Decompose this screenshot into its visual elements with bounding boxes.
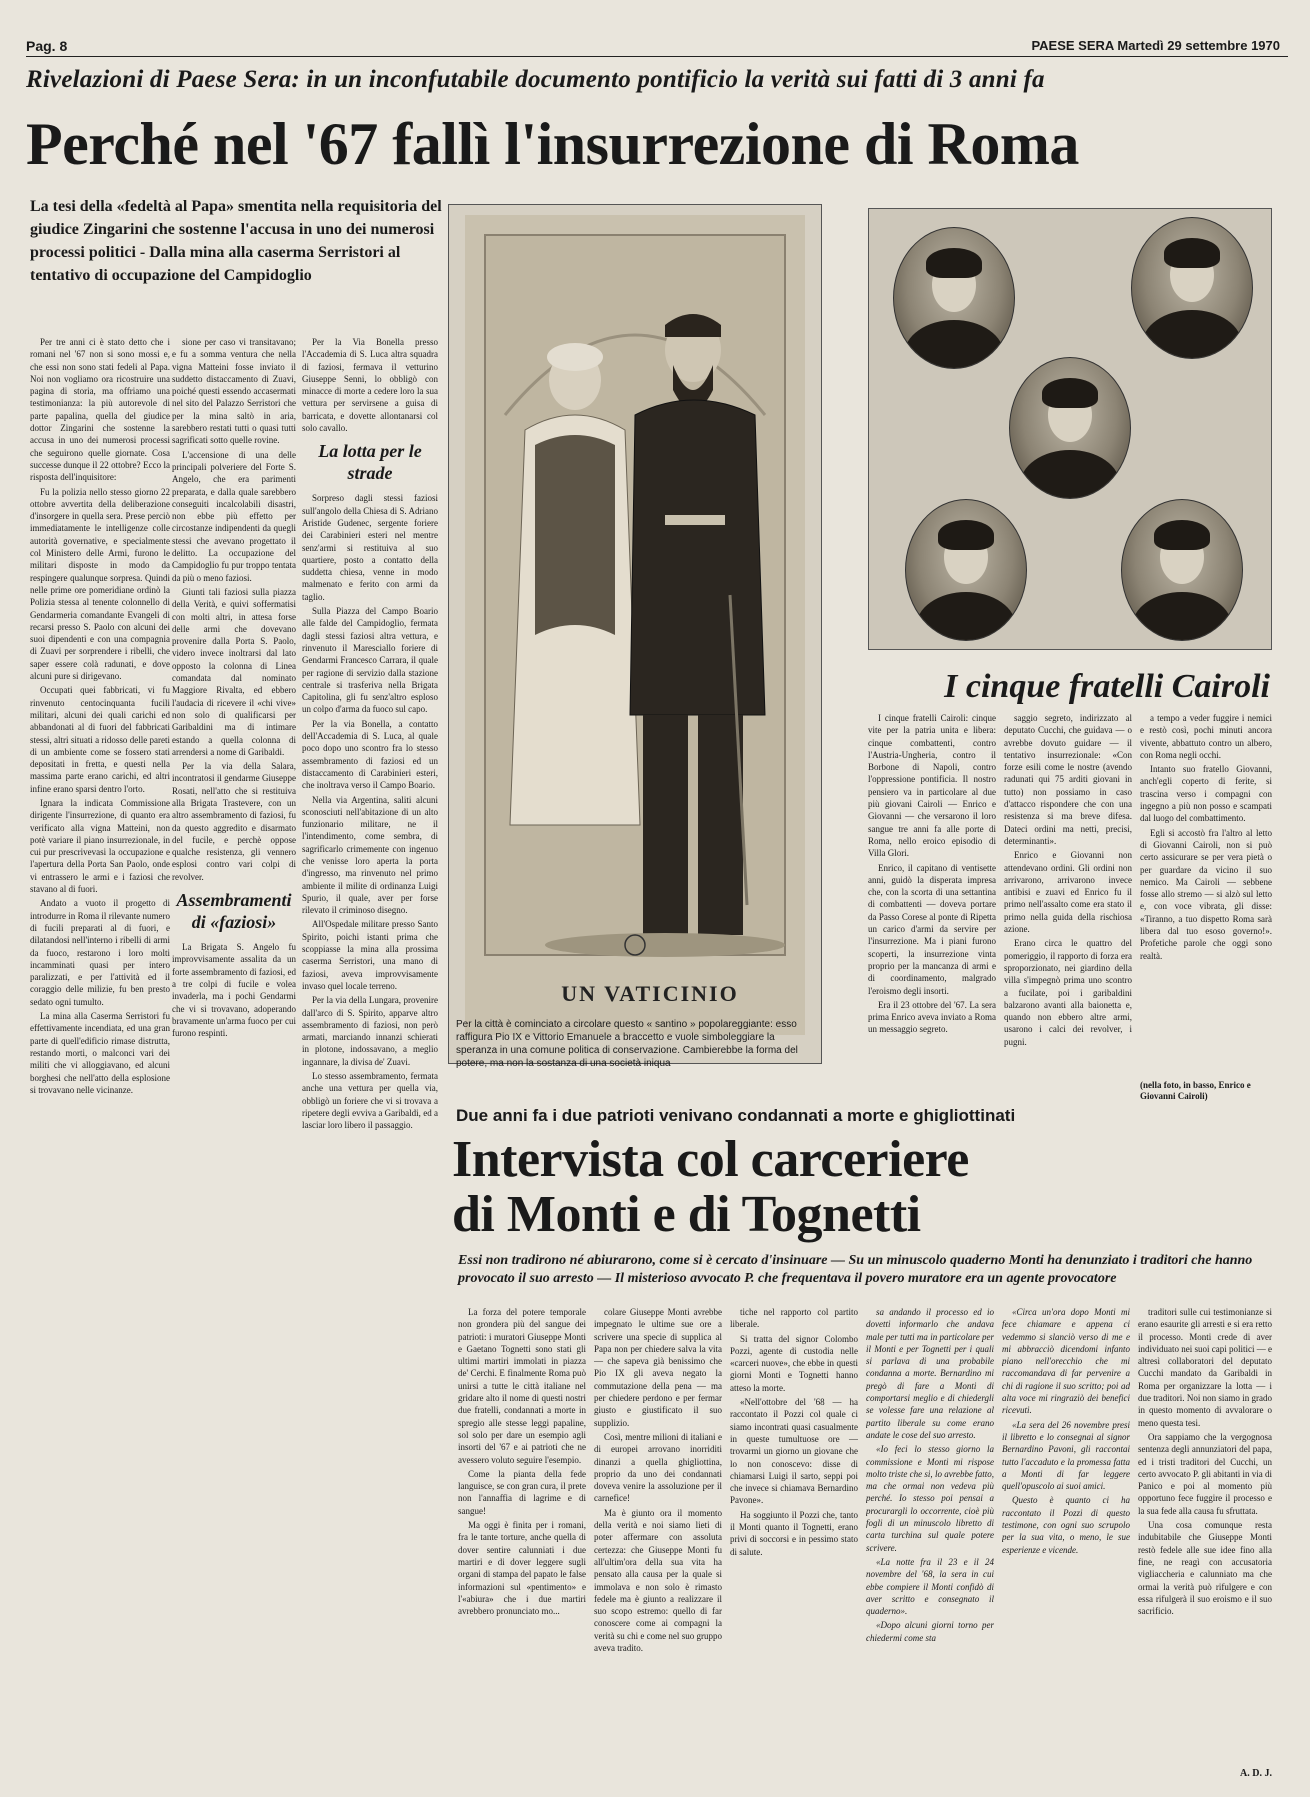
article1-col2 (172, 336, 296, 1786)
paragraph: Nella via Argentina, saliti alcuni sconosciuti nell'abitazione di un alto funzionario militare, ne il l'intendimento, come sembra, di sagrificarlo crimemente con ingenuo che venisse loro aperta la porta d'ingresso, ma rinvenuto nel primo ambiente il milite di ordinanza Luigi Spurio, il quale, aver per forse rilevato il criminoso disegno. (302, 794, 438, 916)
paragraph: «Nell'ottobre del '68 — ha raccontato il Pozzi col quale ci siamo incontrati quasi casualmente in queste tumultuose ore — trovarmi un giorno un giovane che lo non conoscevo: disse di chiamarsi Luigi il sarto, seppi poi che invece si chiamava Bernardino Pavone». (730, 1397, 858, 1506)
cairoli-portraits-photo (868, 208, 1272, 650)
newspaper-date: PAESE SERA Martedì 29 settembre 1970 (1031, 38, 1280, 53)
paragraph: «La notte fra il 23 e il 24 novembre del '68, la sera in cui ebbe compiere il Monti confidò di aver scritto e consegnato il quaderno». (866, 1556, 994, 1617)
article2-deck: Essi non tradirono né abiurarono, come si è cercato d'insinuare — Su un minuscolo quaderno Monti ha denunziato i traditori che hanno provocato il suo arresto — Il misterioso avvocato P. che frequentava il povero muratore era un agente provocatore (458, 1253, 1253, 1286)
article2-kicker: Due anni fa i due patrioti venivano condannati a morte e ghigliottinati (456, 1106, 1016, 1125)
article2-col4 (866, 1306, 994, 1786)
paragraph: La forza del potere temporale non grondera più del sangue dei patrioti: i muratori Giuseppe Monti e Gaetano Tognetti sono stati gli ultimi martiri immolati in piazza de' Cerchi. E finalmente Roma può unirsi a tutte le città italiane nel gridare alto il nome di questi nostri due fratelli, condannati a morte in spregio alle stesse leggi papaline, sol solo per dare un esempio agli insorti del '67 e ai patrioti che ne avessero voluto seguire l'esempio. (458, 1307, 586, 1465)
paragraph: Per la Via Bonella presso l'Accademia di S. Luca altra squadra di faziosi, fermava il vetturino Giuseppe Senni, lo obbligò con minacce di morte a cedere loro la sua vettura per servirsene a guisa di barricata, e dovette allontanarsi col solo cavallo. (302, 337, 438, 434)
paragraph: Ma oggi è finita per i romani, fra le tante torture, anche quella di dover sentire calunniati i due martiri e di dover leggere sugli organi di stampa del papato le false informazioni sul «pentimento» e l'«abiura» che i due martiri avrebbero pronunciato mo... (458, 1520, 586, 1617)
paragraph: Sulla Piazza del Campo Boario alle falde del Campidoglio, fermata dagli stessi faziosi altra vettura, e rinvenuto il Maresciallo foriere di Gendarmi Francesco Carrara, il quale per ragione di servizio dalla stazione centrale si trasferiva nella Brigata Capitolina, gli fu senz'altro esploso un colpo d'arma da fuoco sul capo. (302, 606, 438, 715)
paragraph: tiche nel rapporto col partito liberale. (730, 1307, 858, 1330)
cairoli-col1 (868, 712, 996, 1092)
article2-col2 (594, 1306, 722, 1786)
paragraph: colare Giuseppe Monti avrebbe impegnato le ultime sue ore a scrivere una specie di supplica al Papa non per chiedere salva la vita — che sapeva già benissimo che Pio IX gli aveva negato la commutazione della pena — ma per chiedere perdono e per fermar giusto e giustificato il suo supplizio. (594, 1307, 722, 1428)
portrait-oval (1009, 357, 1131, 499)
paragraph: Intanto suo fratello Giovanni, anch'egli coperto di ferite, si trascina verso i compagni con ingegno a più non posso e scampati dal luogo del combattimento. (1140, 764, 1272, 824)
article2-col6 (1138, 1306, 1272, 1766)
paragraph: Era il 23 ottobre del '67. La sera prima Enrico aveva inviato a Roma un messaggio segreto. (868, 999, 996, 1035)
article2-col1 (458, 1306, 586, 1786)
cairoli-title: I cinque fratelli Cairoli (944, 668, 1270, 705)
paragraph: Fu la polizia nello stesso giorno 22 ottobre avvertita della deliberazione d'insorgere in quella sera. Prese perciò immediatamente le intelligenze colle autorità governative, e specialmente col Ministero delle Armi, furono le militari disposte in modo da respingere qualunque sorpresa. Quindi nelle prime ore pomeridiane ordinò la Polizia stessa al tenente colonnello di Gendarmeria comandante Evangeli di recarsi presso S. Paolo con alcuni dei suoi dipendenti e con una compagnia di Zuavi per sorprendere i ribelli, che saper essere colà radunati, e dove alcuni pure si dirigevano. (30, 486, 170, 682)
subheading-assembramenti: Assembramenti di «faziosi» (176, 890, 292, 933)
pope-and-king-illustration (465, 215, 805, 1035)
paragraph: «La sera del 26 novembre presi il libretto e lo consegnai al signor Bernardino Pavoni, gli raccontai tutto l'accaduto e la promessa fatta a Monti di far leggere quell'opuscolo ai suoi amici. (1002, 1419, 1130, 1492)
article1-col1 (30, 336, 170, 1786)
paragraph: «Dopo alcuni giorni torno per chiedermi come sta (866, 1620, 994, 1643)
headline: Perché nel '67 fallì l'insurrezione di Roma (26, 111, 1079, 177)
paragraph: Per la via della Lungara, provenire dall'arco di S. Spirito, apparve altro assembramento di faziosi, non però armati, marciando innanzi schierati in plotone, indossavano, a meglio ingannare, la divisa de' Zuavi. (302, 995, 438, 1067)
engraving-caption: Per la città è cominciato a circolare questo « santino » popolareggiante: esso raffigura Pio IX e Vittorio Emanuele a braccetto e vuole simboleggiare la speranza in una comune politica di conservazione. Cambierebbe la forma del potere, ma non la sostanza di una società iniqua (456, 1019, 798, 1069)
cairoli-photo-note: (nella foto, in basso, Enrico e Giovanni Cairoli) (1140, 1080, 1251, 1101)
paragraph: Così, mentre milioni di italiani e di europei arrovano inorriditi dinanzi a quella ghigliottina, proprio da uno dei condannati doveva venire la assoluzione per il carnefice! (594, 1431, 722, 1504)
paragraph: La mina alla Caserma Serristori fu effettivamente incendiata, ed una gran parte di quell'edificio rimase distrutta, restando morti, o malconci vari dei militi che vi alloggiavano, ed alcuni borghesi che nell'atto della esplosione si trovavano nelle vicinanze. (30, 1011, 170, 1095)
paragraph: Ha soggiunto il Pozzi che, tanto il Monti quanto il Tognetti, erano privi di soccorsi e in pessimo stato di salute. (730, 1509, 858, 1557)
article2-col3 (730, 1306, 858, 1786)
paragraph: saggio segreto, indirizzato al deputato Cucchi, che guidava — o avrebbe dovuto guidare — il tentativo insurrezionale: «Con forze esili come le nostre (avendo radunati qui 75 arditi giovani in tutto) non possiamo in caso d'attacco rispondere che con una resistenza si ma breve difesa. Dateci ordini ma netti, precisi, determinanti». (1004, 713, 1132, 846)
article2-headline (452, 1132, 1272, 1242)
paragraph: I cinque fratelli Cairoli: cinque vite per la patria unita e libera: cinque combattenti, contro l'Austria-Ungheria, contro il Borbone di Napoli, contro l'oppressione pontificia. Il nostro pensiero va in particolare al due più giovani Cairoli — Enrico e Giovanni — che versarono il loro sangue tre anni fa alle porte di Roma, nello eroico episodio di Villa Glori. (868, 713, 996, 859)
paragraph: Come la pianta della fede languisce, se con gran cura, il prete non l'annaffia di lagrime e di sangue! (458, 1468, 586, 1516)
portrait-oval (893, 227, 1015, 369)
article1-col3 (302, 336, 438, 1786)
paragraph: Enrico, il capitano di ventisette anni, guidò la disperata impresa che, con la scorta di una settantina di combattenti — doveva portare da Passo Corese al ponte di Ripetta un carico d'armi da servire per l'insurrezione. Ma i piani furono scoperti, la insurrezione vinta proprio per la mancanza di armi e di coordinamento, malgrado l'eroismo degli insorti. (868, 862, 996, 996)
cairoli-col2 (1004, 712, 1132, 1092)
paragraph: Per la via della Salara, incontratosi il gendarme Giuseppe Rosati, nell'atto che si restituiva alla Brigata Trastevere, con un altro assembramento di faziosi, fu da questo aggredito e disarmato del fucile, e perchè oppose qualche resistenza, gli vennero esplosi contro vari colpi di revolver. (172, 761, 296, 882)
paragraph: Si tratta del signor Colombo Pozzi, agente di custodia nelle «carceri nuove», che ebbe in questi giorni Monti e Tognetti hanno atteso la morte. (730, 1333, 858, 1393)
paragraph: Ora sappiamo che la vergognosa sentenza degli annunziatori del papa, ed i tristi traditori del Cucchi, un certo avvocato P. gli abitanti in via di Panico e poi al momento più opportuno fece fuggire il processo e la sua fede alla causa fu sfruttata. (1138, 1431, 1272, 1516)
paragraph: Ma è giunto ora il momento della verità e noi siamo lieti di poter affermare con assoluta certezza: che Giuseppe Monti fu all'ultim'ora della sua vita ha pensato alla causa per la quale si immolava e non solo è rimasto fedele ma è giunto a realizzare il suo scopo estremo: quello di far conoscere come ai compagni la verità su chi e come nel suo gruppo aveva tradito. (594, 1507, 722, 1654)
article2-headline-line1: Intervista col carceriere (452, 1131, 969, 1188)
kicker: Rivelazioni di Paese Sera: in un inconfutabile documento pontificio la verità sui fatti di 3 anni fa (26, 66, 1045, 93)
paragraph: Giunti tali faziosi sulla piazza della Verità, e quivi soffermatisi con molti altri, in attesa forse delle armi che dovevano provenire dalla Porta S. Paolo, videro invece inoltrarsi dal lato opposto la colonna di Linea comandata dal nominato Maggiore Rivalta, ed ebbero l'audacia di ricevere il «chi vive» non solo di qualificarsi per Garibaldini ma di intimare estando a quella colonna di arrendersi a nome di Garibaldi. (172, 586, 296, 757)
paragraph: Andato a vuoto il progetto di introdurre in Roma il rilevante numero di fucili preparati al di fuori, e dilatandosi nell'interno i ribelli di armi da fuoco, restarono i loro molti incamminati quasi per intero paralizzati, e per l'attività ed il coraggio delle milizie, fu ben presto sedato ogni tumulto. (30, 898, 170, 1007)
paragraph: Occupati quei fabbricati, vi fu rinvenuto centocinquanta fucili militari, alcuni dei quali carichi ed abbandonati al di fuori del fabbricati stessi, altri situati a ridosso delle pareti di un ambiente come se fossero stati depositati in fretta, e questi nella massima parte erano carichi, ed altri infine erano sparsi dentro l'orto. (30, 685, 170, 794)
article2-col5 (1002, 1306, 1130, 1786)
paragraph: a tempo a veder fuggire i nemici e restò così, pochi minuti ancora vivente, abbattuto contro un albero, con Roma negli occhi. (1140, 713, 1272, 760)
portrait-oval (905, 499, 1027, 641)
subheading-lotta: La lotta per le strade (318, 441, 422, 484)
paragraph: Erano circa le quattro del pomeriggio, il rapporto di forza era sproporzionato, nei giardino della villa s'impegnò prima uno scontro a fucilate, poi i garibaldini balzarono avanti alla baionetta e, quando non ebbero altre armi, usarono i calci dei revolver, i pugni. (1004, 938, 1132, 1047)
paragraph: La Brigata S. Angelo fu improvvisamente assalita da un forte assembramento di faziosi, ed a tre colpi di fucile e volea invaderla, ma i pochi Gendarmi che vi si trovavano, adoperando bravamente un'arma fuoco per cui furono respinti. (172, 942, 296, 1039)
portrait-oval (1121, 499, 1243, 641)
engraving-image (465, 215, 805, 1035)
paragraph: Una cosa comunque resta indubitabile che Giuseppe Monti restò fedele alle sue idee fino alla fine, ne reagì con accusatoria vigliaccheria e calunniato ma che ormai la verità può rifulgere e con essa rifulgerà il suo eroismo e il suo sacrificio. (1138, 1520, 1272, 1617)
paragraph: Sorpreso dagli stessi faziosi sull'angolo della Chiesa di S. Adriano Aristide Gudenec, sergente foriere dei Carabinieri esteri nel mentre senz'armi si restituiva al suo quartiere, posto a contatto della suddetta chiesa, venne in modo malmenato e ferito con armi da taglio. (302, 493, 438, 602)
paragraph: Lo stesso assembramento, fermata anche una vettura per quella via, obbligò un foriere che vi si trovava a ripetere degli evviva a Garibaldi, ed a lasciar loro libero il passaggio. (302, 1071, 438, 1131)
paragraph: Egli si accostò fra l'altro al letto di Giovanni Cairoli, non si può certo assicurare se per vera pietà o per guardare da vicino il suo nemico. Ma Cairoli — sebbene fosse allo stremo — si alzò sul letto e, con voce vibrata, gli disse: «Tiranno, a tuo dispetto Roma sarà libera dal tuo esoso governo!». Profetiche parole che oggi sono realtà. (1140, 827, 1272, 961)
cairoli-col3 (1140, 712, 1272, 1080)
engraving-title: UN VATICINIO (561, 981, 739, 1006)
paragraph: Enrico e Giovanni non attendevano ordini. Gli ordini non arrivarono, arrivarono invece antibisi e zuavi ed Enrico fu il primo nell'assalto come era stato il primo nella guida della rischiosa azione. (1004, 850, 1132, 935)
header-rule (26, 56, 1288, 57)
paragraph: Per tre anni ci è stato detto che i romani nel '67 non si sono mossi e, che essi non sono stati fedeli al Papa. Noi non vogliamo ora ricostruire una pagina di storia, ma offriamo una testimonianza: la più autorevole di parte papalina, quella del giudice dottor Zingarini che sostenne la accusa in uno dei numerosi processi che seguirono quelle giornate. Cosa successe dunque il 22 ottobre? Ecco la risposta dell'inquisitore: (30, 337, 170, 483)
article2-headline-line2: di Monti e di Tognetti (452, 1186, 921, 1243)
paragraph: Per la via Bonella, a contatto dell'Accademia di S. Luca, al quale poco dopo uno scontro fra lo stesso assembramento di faziosi ed un distaccamento di Carabinieri esteri, che inoltrava verso il Campo Boario. (302, 718, 438, 791)
portrait-oval (1131, 217, 1253, 359)
paragraph: All'Ospedale militare presso Santo Spirito, poichi istanti prima che scoppiasse la mina alla prossima caserma Serristori, una mano di faziosi, aveva improvvisamente invaso quel locale terreno. (302, 919, 438, 991)
paragraph: Questo è quanto ci ha raccontato il Pozzi di questo testimone, con ogni suo scrupolo per la sua vita, o meno, le sue esperienze e vicende. (1002, 1495, 1130, 1555)
article2-signature: A. D. J. (1240, 1768, 1272, 1779)
paragraph: «Circa un'ora dopo Monti mi fece chiamare e appena ci vedemmo si slanciò verso di me e mi abbracciò dicendomi infanto piano nell'orecchio che mi raccomandava di far pervenire a chi di ragione il suo scritto; poi ad alta voce mi ringraziò dei benefici ricevuti. (1002, 1307, 1130, 1416)
deck: La tesi della «fedeltà al Papa» smentita nella requisitoria del giudice Zingarini che sostenne l'accusa in uno dei numerosi processi politici - Dalla mina alla caserma Serristori al tentativo di occupazione del Campidoglio (30, 198, 442, 284)
paragraph: sa andando il processo ed io dovetti informarlo che andava male per tutti ma in particolare per il Monti e per Tognetti per i quali si parlava di una probabile condanna a morte. Bernardino mi pregò di fare a Monti di comportarsi meglio e di chiedergli se volesse fare una relazione al partito liberale su come erano andate le cose del suo arresto. (866, 1307, 994, 1440)
paragraph: traditori sulle cui testimonianze si erano esaurite gli arresti e si era retto il processo. Monti crede di aver individuato nei suoi capi politici — e altresì collaboratori del deputato Cucchi mandato da Garibaldi in Roma per organizzare la lotta — i due traditori. Noi non siamo in grado in questo momento di avvalorare o meno questa tesi. (1138, 1307, 1272, 1428)
engraving-photo (448, 204, 822, 1064)
paragraph: sione per caso vi transitavano; e fu a somma ventura che nella vigna Matteini fosse inviato il suddetto distaccamento di Zuavi, poiché questi essendo accasermati nel sito del Palazzo Serristori che per la mina saltò in aria, sarebbero restati tutti o quasi tutti sagrificati sotto quelle rovine. (172, 337, 296, 446)
paragraph: «Io feci lo stesso giorno la commissione e Monti mi rispose molto triste che si, lo avrebbe fatto, ma che ormai non vedeva più perché. Io stesso poi pensai a procurargli lo occorrente, cioè più fogli di un minuscolo libretto di carta turchina sul quale potere scrivere. (866, 1444, 994, 1553)
paragraph: L'accensione di una delle principali polveriere del Forte S. Angelo, che era parimenti preparata, e dalla quale sarebbero conseguiti incalcolabili disastri, non ebbe più effetto per circostanze indipendenti da quegli stessi che avevano progettato il delitto. La occupazione del Campidoglio fu pur troppo tentata da più o meno faziosi. (172, 449, 296, 583)
page-number: Pag. 8 (26, 38, 68, 54)
paragraph: Ignara la indicata Commissione dirigente l'insurrezione, di quanto era verificato alla vigna Matteini, non potè variare il piano insurrezionale, in cui pur prescrivevasi la occupazione e l'apertura della Porta San Paolo, onde vi entrassero le armi e i faziosi che stavano al di fuori. (30, 797, 170, 895)
